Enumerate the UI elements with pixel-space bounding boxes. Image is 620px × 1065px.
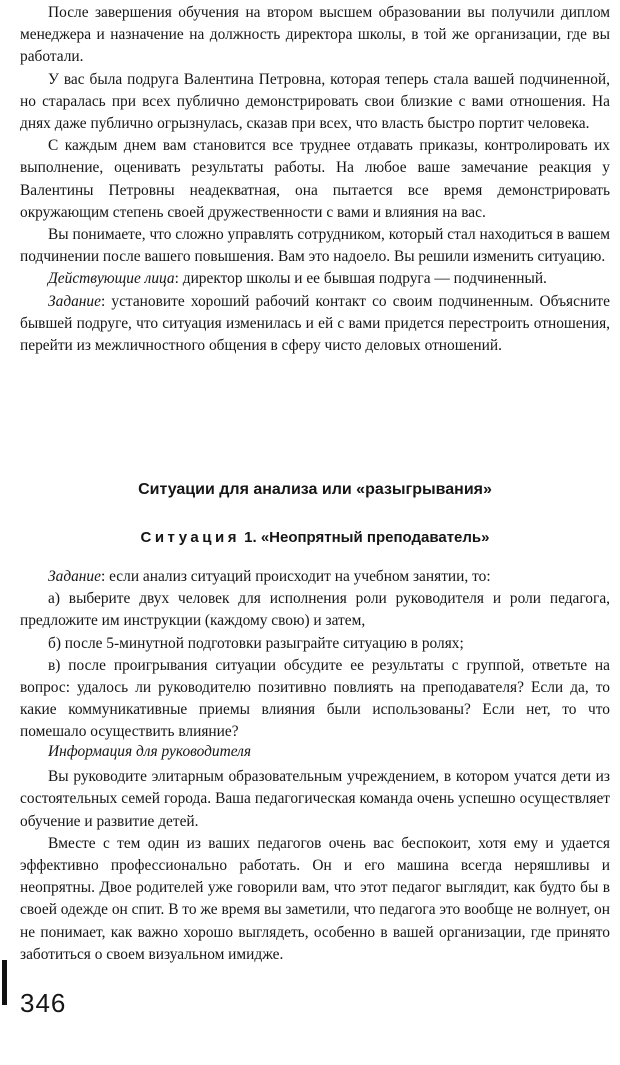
- task-text: : установите хороший рабочий контакт со своим подчиненным. Объясните бывшей подруге, что ситуация изменилась и ей с вами придется перестроить отношения, перейти из межличностного общения в сферу чисто деловых отношений.: [20, 292, 610, 355]
- characters-paragraph: [20, 268, 610, 290]
- case-description: [20, 2, 610, 357]
- situation-word: Ситуация: [140, 529, 240, 546]
- paragraph: Вместе с тем один из ваших педагогов очень вас беспокоит, хотя ему и удается эффективно профессионально работать. Он и его машина всегда неряшливы и неопрятны. Двое родителей уже говорили вам, что этот педагог выглядит, как будто бы в своей одежде он спит. В то же время вы заметили, что педагога это вообще не волнует, он не понимает, как важно хорошо выглядеть, особенно в вашей организации, где принято заботиться о своем визуальном имидже.: [20, 834, 610, 963]
- situation-number: 1: [244, 529, 253, 546]
- task-block: [20, 566, 610, 744]
- paragraph: После завершения обучения на втором высшем образовании вы получили диплом менеджера и назначение на должность директора школы, в той же организации, где вы работали.: [20, 4, 610, 66]
- margin-mark: [2, 960, 7, 1005]
- situation-name: . «Неопрятный преподаватель»: [252, 529, 490, 546]
- situation-title: [20, 529, 610, 546]
- paragraph: Вы руководите элитарным образовательным учреждением, в котором учатся дети из состоятельных семей города. Ваша педагогическая команда очень успешно осуществляет обучение и развитие детей.: [20, 768, 610, 830]
- section-title: Ситуации для анализа или «разыгрывания»: [138, 481, 492, 498]
- task-label: Задание: [48, 568, 101, 585]
- task-item-c: в) после проигрывания ситуации обсудите ее результаты с группой, ответьте на вопрос: удалось ли руководителю позитивно повлиять на преподавателя? Если да, то какие коммуникативные приемы влияния были использованы? Если нет, то что помешало осуществить влияние?: [20, 656, 610, 741]
- characters-text: : директор школы и ее бывшая подруга — подчиненный.: [174, 270, 547, 288]
- page-number: 346: [20, 988, 67, 1018]
- characters-label: Действующие лица: [48, 270, 175, 288]
- info-block: [20, 741, 610, 966]
- task-item-a: а) выберите двух человек для исполнения роли руководителя и роли педагога, предложите им инструкции (каждому свою) и затем,: [20, 590, 610, 630]
- paragraph: Вы понимаете, что сложно управлять сотрудником, который стал находиться в вашем подчинении после вашего повышения. Вам это надоело. Вы решили изменить ситуацию.: [20, 226, 610, 266]
- paragraph: С каждым днем вам становится все труднее отдавать приказы, контролировать их выполнение, оценивать результаты работы. На любое ваше замечание реакция у Валентины Петровны неадекватная, она пытается все время демонстрировать окружающим степень своей дружественности с вами и влияния на вас.: [20, 137, 610, 221]
- info-heading: Информация для руководителя: [48, 743, 252, 760]
- task-label: Задание: [48, 292, 101, 310]
- paragraph: У вас была подруга Валентина Петровна, которая теперь стала вашей подчиненной, но старалась при всех публично демонстрировать свои близкие с вами отношения. На днях даже публично огрызнулась, сказав при всех, что власть быстро портит человека.: [20, 70, 610, 133]
- task-intro: [20, 566, 610, 588]
- task-intro-text: : если анализ ситуаций происходит на учебном занятии, то:: [100, 568, 491, 585]
- task-item-b: б) после 5-минутной подготовки разыграйте ситуацию в ролях;: [48, 634, 464, 652]
- task-paragraph: [20, 291, 610, 358]
